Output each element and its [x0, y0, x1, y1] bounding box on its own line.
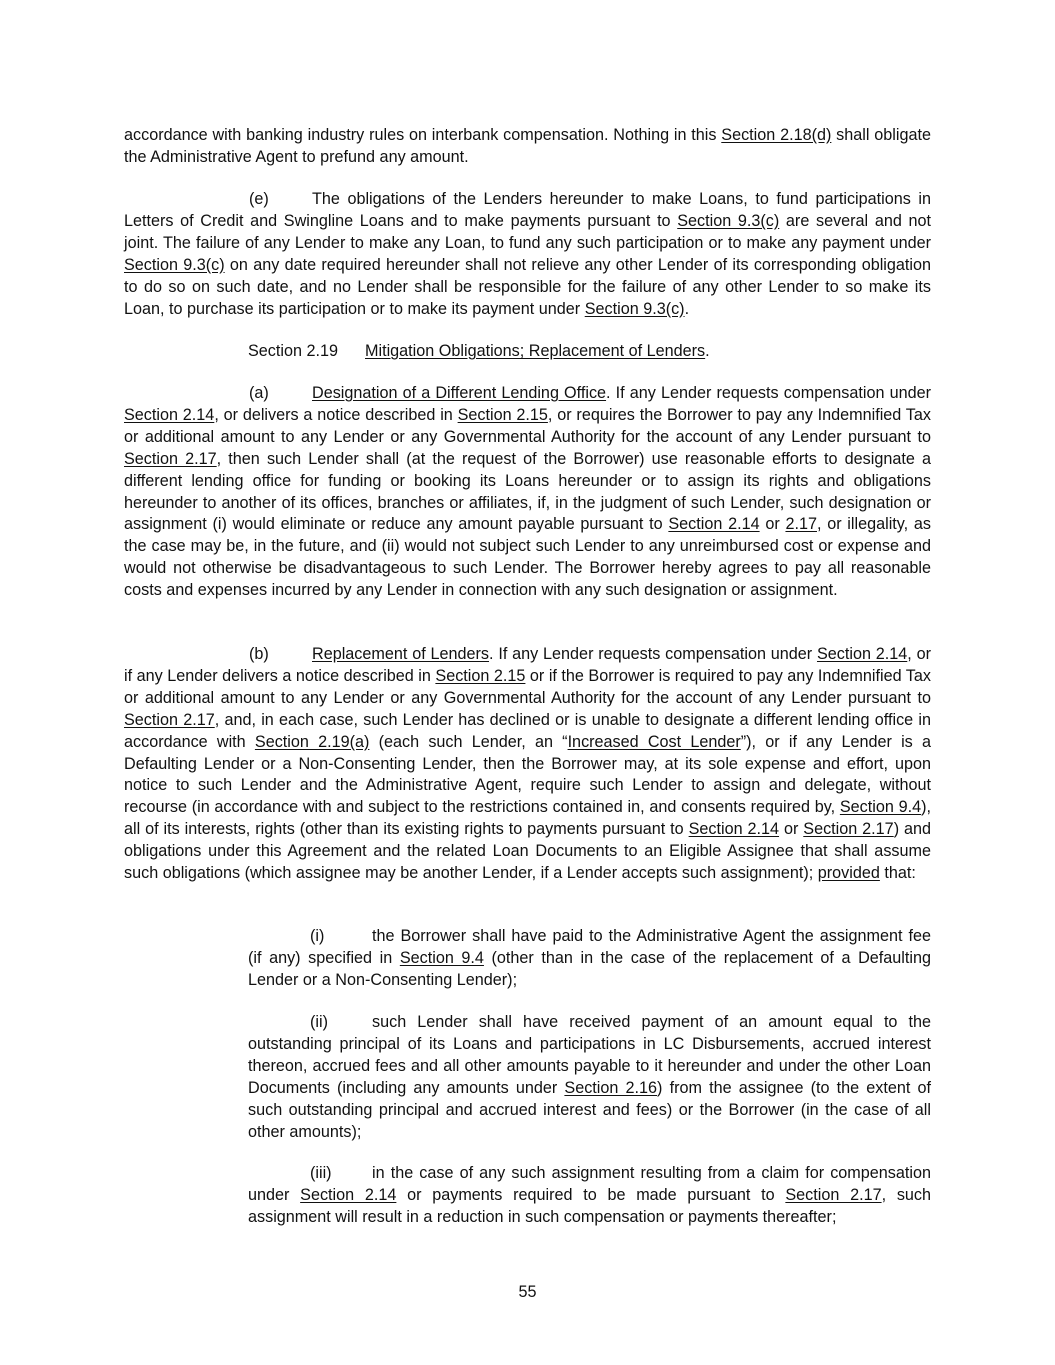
paragraph-b: (b) Replacement of Lenders. If any Lender requests compensation under Section 2.14, or if any Lender delivers a notice described in Section 2.15 or if the Borrower is required to pay any Indemnified Tax or additional amount to any Lender or any Governmental Authority for the account of any Lender pursuant to Section 2.17, and, in each case, such Lender has declined or is unable to designate a different lending office in accordance with Section 2.19(a) (each such Lender, an “Increased Cost Lender”), or if any Lender is a Defaulting Lender or a Non-Consenting Lender, then the Borrower may, at its sole expense and effort, upon notice to such Lender and the Administrative Agent, require such Lender to assign and delegate, without recourse (in accordance with and subject to the restrictions contained in, and consents required by, Section 9.4), all of its interests, rights (other than its existing rights to payments pursuant to Section 2.14 or Section 2.17) and obligations under this Agreement and the related Loan Documents to an Eligible Assignee that shall assume such obligations (which assignee may be another Lender, if a Lender accepts such assignment); provided that:: [124, 645, 932, 883]
section-reference: Section 2.14: [300, 1185, 397, 1204]
section-reference: Section 2.14: [668, 515, 760, 534]
defined-term: Increased Cost Lender: [567, 732, 741, 751]
section-reference: Section 2.17: [124, 710, 215, 729]
clause-label: (i): [310, 927, 325, 945]
section-reference: Section 9.3(c): [677, 211, 780, 230]
provided-term: provided: [817, 864, 880, 883]
paragraph-continuation: accordance with banking industry rules on interbank compensation. Nothing in this Section 2.18(d) shall obligate the Administrative Agent to prefund any amount.: [124, 126, 931, 166]
subparagraph-ii: (ii) such Lender shall have received payment of an amount equal to the outstanding principal of its Loans and participations in LC Disbursements, accrued interest thereon, accrued fees and all other amounts payable to it hereunder and under the other Loan Documents (including any amounts under Section 2.16) from the assignee (to the extent of such outstanding principal and accrued interest and fees) or the Borrower (in the case of all other amounts);: [248, 1013, 932, 1141]
section-title: Mitigation Obligations; Replacement of Lenders: [365, 342, 706, 360]
section-heading: Section 2.19 Mitigation Obligations; Replacement of Lenders.: [248, 341, 710, 363]
paragraph-a: (a) Designation of a Different Lending Office. If any Lender requests compensation under Section 2.14, or delivers a notice described in Section 2.15, or requires the Borrower to pay any Indemnified Tax or additional amount to any Lender or any Governmental Authority for the account of any Lender pursuant to Section 2.17, then such Lender shall (at the request of the Borrower) use reasonable efforts to designate a different lending office for funding or booking its Loans hereunder or to assign its rights and obligations hereunder to another of its offices, branches or affiliates, if, in the judgment of such Lender, such designation or assignment (i) would eliminate or reduce any amount payable pursuant to Section 2.14 or 2.17, or illegality, as the case may be, in the future, and (ii) would not subject such Lender to any unreimbursed cost or expense and would not otherwise be disadvantageous to such Lender. The Borrower hereby agrees to pay all reasonable costs and expenses incurred by any Lender in connection with any such designation or assignment.: [124, 384, 932, 600]
section-reference: Section 2.15: [457, 405, 548, 424]
section-reference: Section 2.17: [124, 449, 217, 468]
clause-label: (b): [249, 645, 269, 663]
page-number: 55: [518, 1283, 537, 1301]
section-reference: Section 2.14: [816, 645, 908, 663]
section-reference: Section 9.3(c): [124, 255, 225, 274]
section-reference: Section 2.14: [688, 820, 780, 839]
section-reference: Section 2.14: [124, 405, 215, 424]
section-number: Section 2.19: [248, 342, 338, 360]
clause-label: (ii): [310, 1013, 328, 1031]
clause-label: (iii): [310, 1164, 332, 1182]
subparagraph-i: (i) the Borrower shall have paid to the Administrative Agent the assignment fee (if any) specified in Section 9.4 (other than in the case of the replacement of a Defaulting Lender or a Non-Consenting Lender);: [248, 927, 931, 989]
clause-label: (a): [249, 384, 269, 402]
clause-label: (e): [249, 190, 269, 208]
section-reference: 2.17: [785, 515, 817, 534]
clause-title: Replacement of Lenders: [312, 645, 490, 663]
section-reference: Section 2.16: [564, 1078, 658, 1097]
paragraph-e: (e) The obligations of the Lenders hereunder to make Loans, to fund participations in Letters of Credit and Swingline Loans and to make payments pursuant to Section 9.3(c) are several and not joint. The failure of any Lender to make any Loan, to fund any such participation or to make any payment under Section 9.3(c) on any date required hereunder shall not relieve any other Lender of its corresponding obligation to do so on such date, and no Lender shall be responsible for the failure of any other Lender to so make its Loan, to purchase its participation or to make its payment under Section 9.3(c).: [124, 190, 931, 318]
section-reference: Section 9.4: [399, 948, 484, 967]
section-reference: Section 2.17: [803, 820, 894, 839]
section-reference: Section 2.15: [435, 666, 526, 685]
clause-title: Designation of a Different Lending Office: [312, 384, 607, 402]
section-reference: Section 2.19(a): [254, 732, 370, 751]
section-reference: Section 9.4: [839, 798, 922, 817]
section-reference: Section 9.3(c): [584, 299, 685, 318]
section-reference: Section 2.17: [785, 1185, 882, 1204]
section-reference: Section 2.18(d): [721, 126, 832, 144]
subparagraph-iii: (iii) in the case of any such assignment resulting from a claim for compensation under Section 2.14 or payments required to be made pursuant to Section 2.17, such assignment will result in a reduction in such compensation or payments thereafter;: [248, 1164, 932, 1226]
